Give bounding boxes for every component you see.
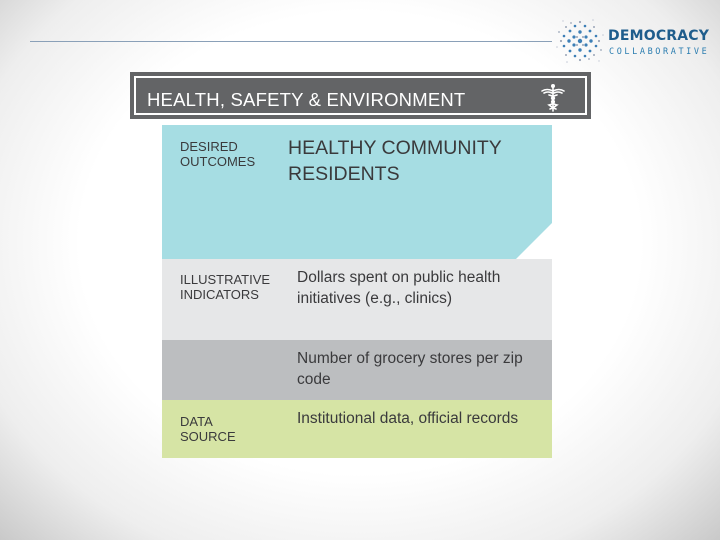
illustrative-indicators-row xyxy=(162,259,552,340)
caduceus-icon xyxy=(540,83,566,113)
section-header-frame xyxy=(134,76,587,115)
data-source-text: Institutional data, official records xyxy=(297,410,519,427)
data-source-label: DATA SOURCE xyxy=(180,414,236,444)
logo-globe-icon xyxy=(555,17,605,65)
democracy-collaborative-logo xyxy=(555,17,715,65)
desired-outcomes-label: DESIRED OUTCOMES xyxy=(180,139,256,169)
indicator-card xyxy=(162,125,552,458)
indicator-item-1: Dollars spent on public health initiatives (e.g., clinics) xyxy=(297,269,501,307)
illustrative-indicators-label: ILLUSTRATIVE INDICATORS xyxy=(180,272,271,302)
header-divider-line xyxy=(30,41,552,42)
desired-outcomes-row xyxy=(162,125,552,259)
indicator-item-2: Number of grocery stores per zip code xyxy=(297,350,523,388)
logo-wordmark-collaborative: COLLABORATIVE xyxy=(609,47,710,57)
logo-wordmark-democracy: DEMOCRACY xyxy=(608,28,710,44)
section-header xyxy=(130,72,591,119)
page-curl-corner xyxy=(516,223,552,259)
section-title: HEALTH, SAFETY & ENVIRONMENT xyxy=(147,89,466,110)
data-source-row xyxy=(162,400,552,458)
desired-outcome-text: HEALTHY COMMUNITY RESIDENTS xyxy=(288,137,502,185)
indicator-row-2 xyxy=(162,340,552,400)
